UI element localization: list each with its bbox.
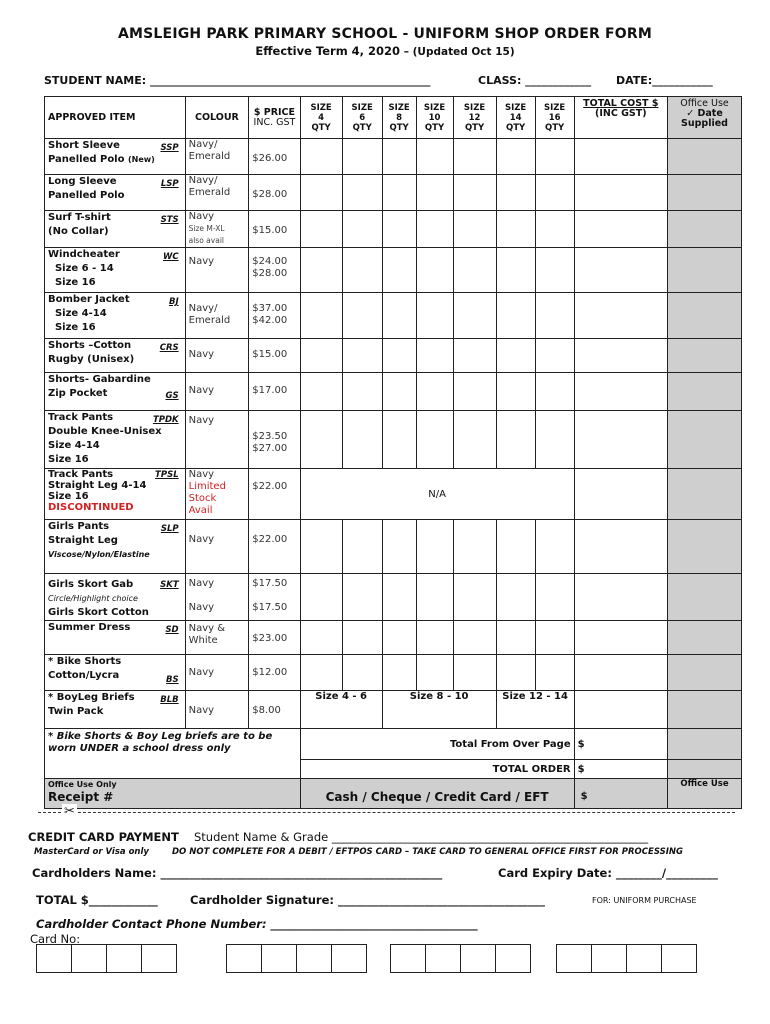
class-field[interactable]: CLASS: ____________ <box>478 74 592 87</box>
qty-cell[interactable] <box>535 293 574 339</box>
qty-cell[interactable] <box>300 655 342 691</box>
total-cell[interactable] <box>574 373 667 411</box>
item-cell: Surf T-shirt STS (No Collar) <box>45 211 186 248</box>
qty-cell[interactable] <box>342 411 382 469</box>
office-cell <box>668 339 742 373</box>
table-row <box>45 293 742 339</box>
office-cell <box>668 621 742 655</box>
qty-cell[interactable] <box>496 339 535 373</box>
table-row <box>45 574 742 621</box>
cardholder-signature-field[interactable]: Cardholder Signature: ____________________________________ <box>190 893 546 907</box>
header-size-6: SIZE 6 QTY <box>342 97 382 139</box>
card-expiry-field[interactable]: Card Expiry Date: ________/_________ <box>498 866 718 880</box>
total-cell[interactable] <box>574 520 667 574</box>
receipt-row <box>45 779 742 809</box>
card-digit-box[interactable] <box>71 944 107 973</box>
total-cell[interactable] <box>574 574 667 621</box>
card-number-group-3[interactable] <box>390 944 530 972</box>
card-digit-box[interactable] <box>226 944 262 973</box>
cut-line <box>38 812 735 813</box>
qty-cell[interactable] <box>496 621 535 655</box>
header-total-cost: TOTAL COST $ (INC GST) <box>574 97 667 139</box>
colour-cell: Navy <box>185 655 249 691</box>
colour-cell: Navy Size M-XL also avail <box>185 211 249 248</box>
qty-cell[interactable] <box>382 293 416 339</box>
card-number-group-4[interactable] <box>556 944 696 972</box>
qty-cell[interactable] <box>535 655 574 691</box>
qty-cell[interactable] <box>496 175 535 211</box>
table-row <box>45 211 742 248</box>
total-cell[interactable] <box>574 411 667 469</box>
payment-methods: Cash / Cheque / Credit Card / EFT <box>300 779 574 809</box>
item-cell: Short Sleeve SSP Panelled Polo (New) <box>45 139 186 175</box>
qty-cell[interactable] <box>453 175 496 211</box>
header-colour: COLOUR <box>185 97 249 139</box>
qty-cell[interactable] <box>416 139 453 175</box>
qty-cell[interactable] <box>535 175 574 211</box>
card-digit-box[interactable] <box>141 944 177 973</box>
total-cell[interactable] <box>574 293 667 339</box>
debit-warning: DO NOT COMPLETE FOR A DEBIT / EFTPOS CARD – TAKE CARD TO GENERAL OFFICE FIRST FOR PROCESSING <box>172 847 684 857</box>
colour-cell: Navy <box>185 411 249 469</box>
item-cell: Windcheater WC Size 6 - 14 Size 16 <box>45 248 186 293</box>
footnote: * Bike Shorts & Boy Leg briefs are to be worn UNDER a school dress only <box>45 729 301 779</box>
qty-cell[interactable] <box>342 293 382 339</box>
qty-cell[interactable] <box>535 520 574 574</box>
office-cell <box>668 760 742 779</box>
qty-cell[interactable] <box>535 373 574 411</box>
total-cell[interactable] <box>574 248 667 293</box>
qty-cell[interactable] <box>416 248 453 293</box>
qty-cell[interactable] <box>382 621 416 655</box>
qty-cell[interactable] <box>300 621 342 655</box>
qty-cell[interactable] <box>342 175 382 211</box>
header-item: APPROVED ITEM <box>45 97 186 139</box>
office-cell <box>668 469 742 520</box>
qty-cell[interactable] <box>342 621 382 655</box>
total-cell[interactable] <box>574 175 667 211</box>
qty-cell[interactable] <box>535 621 574 655</box>
office-cell <box>668 293 742 339</box>
total-amount-field[interactable]: TOTAL $____________ <box>36 893 158 907</box>
total-cell[interactable] <box>574 339 667 373</box>
qty-cell[interactable] <box>342 574 382 621</box>
item-cell: Shorts –Cotton CRS Rugby (Unisex) <box>45 339 186 373</box>
header-size-8: SIZE 8 QTY <box>382 97 416 139</box>
card-number-group-2[interactable] <box>226 944 366 972</box>
card-no-label: Card No: <box>30 932 81 946</box>
total-cell[interactable] <box>574 139 667 175</box>
qty-cell[interactable] <box>342 520 382 574</box>
price-cell: $23.50 $27.00 <box>249 411 300 469</box>
price-cell: $24.00 $28.00 <box>249 248 300 293</box>
item-cell: Summer Dress SD <box>45 621 186 655</box>
total-from-over-field[interactable]: $ <box>574 729 667 760</box>
qty-cell[interactable] <box>535 139 574 175</box>
office-cell <box>668 373 742 411</box>
total-order-field[interactable]: $ <box>574 760 667 779</box>
qty-cell[interactable] <box>535 574 574 621</box>
colour-cell: Navy & White <box>185 621 249 655</box>
qty-cell[interactable] <box>300 211 342 248</box>
qty-cell[interactable] <box>453 139 496 175</box>
student-grade-field[interactable]: Student Name & Grade _______________________________________________________ <box>194 830 649 844</box>
qty-cell[interactable] <box>496 373 535 411</box>
total-over-row <box>45 729 742 760</box>
size-range-cell[interactable]: Size 12 - 14 <box>496 691 574 729</box>
qty-cell[interactable] <box>416 293 453 339</box>
card-digit-box[interactable] <box>261 944 297 973</box>
qty-cell[interactable] <box>300 139 342 175</box>
total-from-over-label: Total From Over Page <box>300 729 574 760</box>
office-cell <box>668 411 742 469</box>
table-row <box>45 411 742 469</box>
header-size-16: SIZE 16 QTY <box>535 97 574 139</box>
table-row <box>45 373 742 411</box>
colour-cell: Navy Limited Stock Avail <box>185 469 249 520</box>
item-cell: * Bike Shorts Cotton/Lycra BS <box>45 655 186 691</box>
qty-cell[interactable] <box>416 621 453 655</box>
office-cell <box>668 520 742 574</box>
qty-cell[interactable] <box>453 574 496 621</box>
price-cell: $17.00 <box>249 373 300 411</box>
header-size-4: SIZE 4 QTY <box>300 97 342 139</box>
item-cell: Long Sleeve LSP Panelled Polo <box>45 175 186 211</box>
qty-cell[interactable] <box>382 248 416 293</box>
price-cell: $15.00 <box>249 211 300 248</box>
header-office-use: Office Use ✓ Date Supplied <box>668 97 742 139</box>
qty-cell[interactable] <box>300 373 342 411</box>
qty-cell[interactable] <box>300 248 342 293</box>
qty-cell[interactable] <box>535 211 574 248</box>
qty-cell[interactable] <box>382 175 416 211</box>
qty-cell[interactable] <box>453 248 496 293</box>
table-row <box>45 139 742 175</box>
qty-cell[interactable] <box>453 621 496 655</box>
item-cell: Girls Pants SLP Straight Leg Viscose/Nylon/Elastine <box>45 520 186 574</box>
header-size-12: SIZE 12 QTY <box>453 97 496 139</box>
qty-cell[interactable] <box>300 574 342 621</box>
item-cell: Track Pants TPDK Double Knee-Unisex Size 4-14 Size 16 <box>45 411 186 469</box>
qty-cell[interactable] <box>453 520 496 574</box>
colour-cell: Navy/ Emerald <box>185 293 249 339</box>
qty-cell[interactable] <box>342 655 382 691</box>
qty-cell[interactable] <box>300 293 342 339</box>
colour-cell: Navy/ Emerald <box>185 175 249 211</box>
qty-cell[interactable] <box>496 248 535 293</box>
item-cell: Track Pants TPSL Straight Leg 4-14 Size 16 DISCONTINUED <box>45 469 186 520</box>
card-digit-box[interactable] <box>556 944 592 973</box>
price-cell: $26.00 <box>249 139 300 175</box>
office-cell <box>668 248 742 293</box>
qty-cell[interactable] <box>382 339 416 373</box>
scissors-icon: ✂ <box>64 804 75 819</box>
qty-cell[interactable] <box>453 339 496 373</box>
qty-cell[interactable] <box>535 411 574 469</box>
contact-phone-field[interactable]: Cardholder Contact Phone Number: ____________________________________ <box>36 917 478 931</box>
card-digit-box[interactable] <box>106 944 142 973</box>
total-order-label: TOTAL ORDER <box>300 760 574 779</box>
card-digit-box[interactable] <box>425 944 461 973</box>
table-row <box>45 339 742 373</box>
office-cell <box>668 655 742 691</box>
card-types: MasterCard or Visa only <box>34 847 149 857</box>
qty-cell[interactable] <box>453 411 496 469</box>
receipt-amount: $ <box>574 779 667 809</box>
qty-cell[interactable] <box>416 211 453 248</box>
total-cell[interactable] <box>574 211 667 248</box>
qty-cell[interactable] <box>416 574 453 621</box>
qty-cell[interactable] <box>342 211 382 248</box>
cardholder-name-field[interactable]: Cardholders Name: _________________________________________________ <box>32 866 443 880</box>
office-cell <box>668 211 742 248</box>
qty-cell[interactable] <box>496 520 535 574</box>
qty-cell[interactable] <box>453 293 496 339</box>
office-cell <box>668 691 742 729</box>
total-cell[interactable] <box>574 621 667 655</box>
price-cell: $8.00 <box>249 691 300 729</box>
header-price: $ PRICE INC. GST <box>249 97 300 139</box>
size-range-cell[interactable]: Size 8 - 10 <box>382 691 496 729</box>
qty-cell[interactable] <box>535 248 574 293</box>
total-cell[interactable] <box>574 469 667 520</box>
office-cell <box>668 175 742 211</box>
purpose-note: FOR: UNIFORM PURCHASE <box>592 896 697 905</box>
total-cell[interactable] <box>574 655 667 691</box>
card-digit-box[interactable] <box>390 944 426 973</box>
qty-cell[interactable] <box>535 339 574 373</box>
price-cell: $22.00 <box>249 520 300 574</box>
qty-cell[interactable] <box>496 655 535 691</box>
qty-cell[interactable] <box>496 293 535 339</box>
card-digit-box[interactable] <box>495 944 531 973</box>
not-available-cell: N/A <box>300 469 574 520</box>
size-range-cell[interactable]: Size 4 - 6 <box>300 691 382 729</box>
table-row <box>45 655 742 691</box>
qty-cell[interactable] <box>342 339 382 373</box>
price-cell: $28.00 <box>249 175 300 211</box>
table-row <box>45 691 742 729</box>
office-cell <box>668 574 742 621</box>
price-cell: $15.00 <box>249 339 300 373</box>
colour-cell: Navy <box>185 373 249 411</box>
qty-cell[interactable] <box>382 211 416 248</box>
colour-cell: Navy/ Emerald <box>185 139 249 175</box>
qty-cell[interactable] <box>382 139 416 175</box>
item-cell: * BoyLeg Briefs BLB Twin Pack <box>45 691 186 729</box>
card-digit-box[interactable] <box>296 944 332 973</box>
office-use-label: Office Use <box>668 779 742 809</box>
qty-cell[interactable] <box>342 139 382 175</box>
qty-cell[interactable] <box>300 520 342 574</box>
price-cell: $17.50 $17.50 <box>249 574 300 621</box>
table-row <box>45 248 742 293</box>
qty-cell[interactable] <box>416 411 453 469</box>
card-digit-box[interactable] <box>626 944 662 973</box>
qty-cell[interactable] <box>416 339 453 373</box>
card-number-group-1[interactable] <box>36 944 176 972</box>
qty-cell[interactable] <box>300 339 342 373</box>
card-digit-box[interactable] <box>460 944 496 973</box>
qty-cell[interactable] <box>382 373 416 411</box>
colour-cell: Navy <box>185 339 249 373</box>
colour-cell: Navy <box>185 248 249 293</box>
qty-cell[interactable] <box>416 655 453 691</box>
qty-cell[interactable] <box>382 411 416 469</box>
colour-cell: Navy Navy <box>185 574 249 621</box>
card-digit-box[interactable] <box>661 944 697 973</box>
credit-card-heading: CREDIT CARD PAYMENT <box>28 830 179 844</box>
header-size-10: SIZE 10 QTY <box>416 97 453 139</box>
qty-cell[interactable] <box>496 411 535 469</box>
price-cell: $22.00 <box>249 469 300 520</box>
qty-cell[interactable] <box>416 373 453 411</box>
qty-cell[interactable] <box>496 211 535 248</box>
qty-cell[interactable] <box>342 248 382 293</box>
price-cell: $23.00 <box>249 621 300 655</box>
form-subtitle: Effective Term 4, 2020 – (Updated Oct 15) <box>255 44 515 58</box>
price-cell: $37.00 $42.00 <box>249 293 300 339</box>
qty-cell[interactable] <box>496 574 535 621</box>
qty-cell[interactable] <box>453 655 496 691</box>
qty-cell[interactable] <box>382 655 416 691</box>
qty-cell[interactable] <box>416 175 453 211</box>
item-cell: Girls Skort Gab SKT Circle/Highlight choice Girls Skort Cotton <box>45 574 186 621</box>
table-header-row <box>45 97 742 139</box>
qty-cell[interactable] <box>416 520 453 574</box>
price-cell: $12.00 <box>249 655 300 691</box>
item-cell: Bomber Jacket BJ Size 4-14 Size 16 <box>45 293 186 339</box>
qty-cell[interactable] <box>382 574 416 621</box>
colour-cell: Navy <box>185 520 249 574</box>
card-digit-box[interactable] <box>36 944 72 973</box>
office-cell <box>668 139 742 175</box>
table-row <box>45 520 742 574</box>
header-size-14: SIZE 14 QTY <box>496 97 535 139</box>
student-name-field[interactable]: STUDENT NAME: ___________________________________________________ <box>44 74 431 87</box>
qty-cell[interactable] <box>342 373 382 411</box>
qty-cell[interactable] <box>300 175 342 211</box>
qty-cell[interactable] <box>496 139 535 175</box>
table-row <box>45 175 742 211</box>
receipt-cell: Office Use Only Receipt # <box>45 779 301 809</box>
table-row <box>45 469 742 520</box>
office-cell <box>668 729 742 760</box>
qty-cell[interactable] <box>453 373 496 411</box>
order-table <box>44 96 742 809</box>
card-digit-box[interactable] <box>331 944 367 973</box>
table-row <box>45 621 742 655</box>
card-digit-box[interactable] <box>591 944 627 973</box>
colour-cell: Navy <box>185 691 249 729</box>
form-title: AMSLEIGH PARK PRIMARY SCHOOL - UNIFORM SHOP ORDER FORM <box>117 26 652 42</box>
date-field[interactable]: DATE:___________ <box>616 74 713 87</box>
qty-cell[interactable] <box>453 211 496 248</box>
total-cell[interactable] <box>574 691 667 729</box>
qty-cell[interactable] <box>382 520 416 574</box>
item-cell: Shorts- Gabardine Zip Pocket GS <box>45 373 186 411</box>
qty-cell[interactable] <box>300 411 342 469</box>
